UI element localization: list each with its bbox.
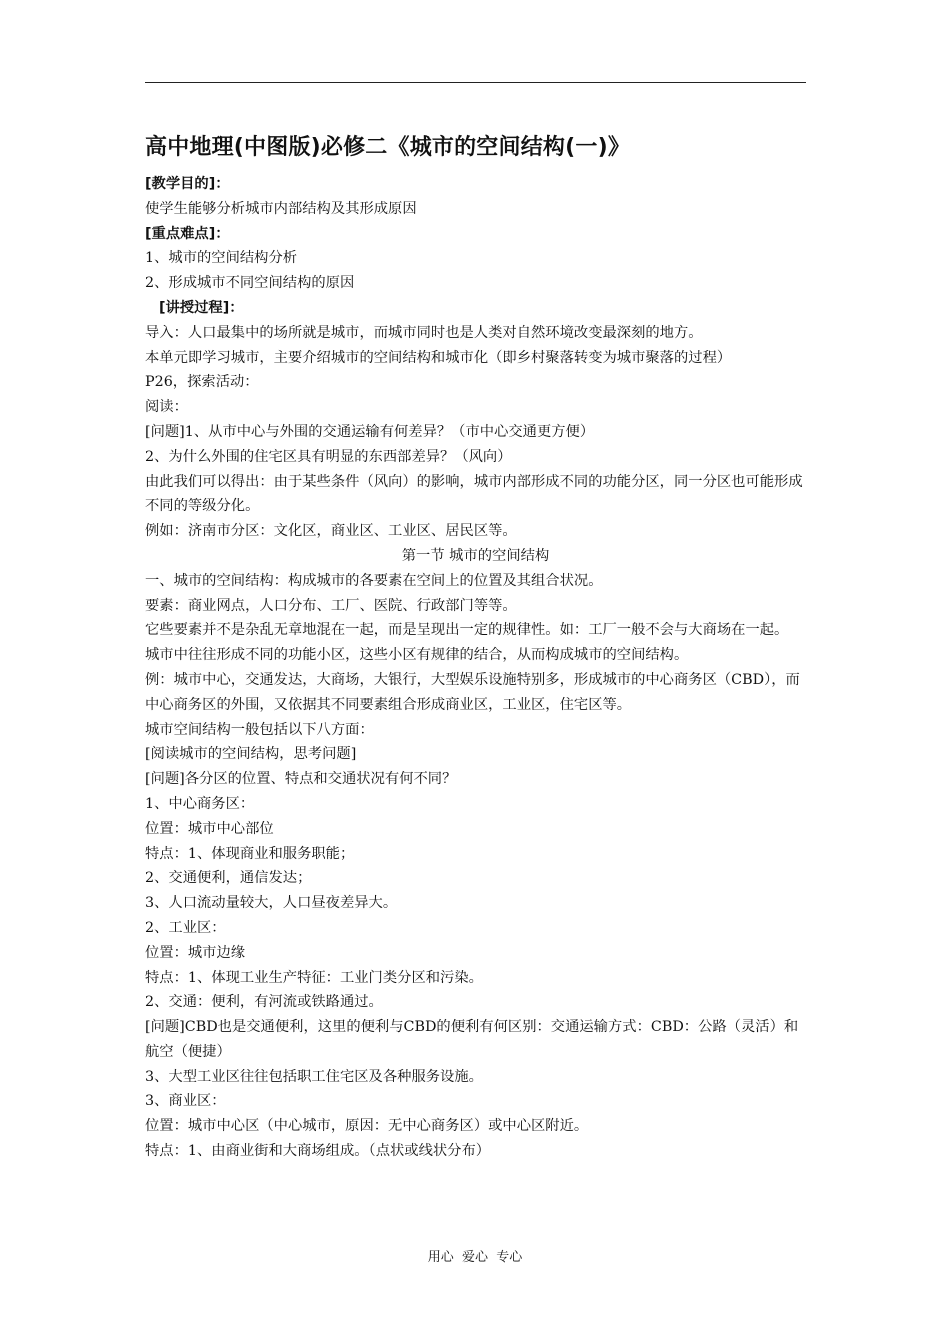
text-line: 位置：城市中心区（中心城市，原因：无中心商务区）或中心区附近。 — [145, 1118, 589, 1135]
header-rule — [145, 82, 806, 83]
text-line: 特点：1、由商业街和大商场组成。（点状或线状分布） — [145, 1143, 491, 1160]
text-line: 例：城市中心，交通发达，大商场，大银行，大型娱乐设施特别多，形成城市的中心商务区（CBD），而中心商务区的外围，又依据其不同要素组合形成商业区，工业区，住宅区等。 — [145, 671, 800, 713]
paragraph-list — [145, 172, 806, 1164]
text-line: 由此我们可以得出：由于某些条件（风向）的影响，城市内部形成不同的功能分区，同一分区也可能形成不同的等级分化。 — [145, 473, 803, 515]
text-line: [问题]各分区的位置、特点和交通状况有何不同？ — [145, 771, 457, 788]
text-line: 1、中心商务区： — [145, 795, 255, 812]
text-line: [教学目的]： — [145, 176, 230, 192]
text-line: 1、城市的空间结构分析 — [145, 250, 298, 267]
text-line: 例如：济南市分区：文化区，商业区、工业区、居民区等。 — [145, 523, 517, 540]
text-line: 位置：城市中心部位 — [145, 820, 274, 837]
text-line: 城市空间结构一般包括以下八方面： — [145, 721, 374, 738]
text-line: 3、商业区： — [145, 1093, 226, 1110]
text-line: 2、为什么外围的住宅区具有明显的东西部差异？（风向） — [145, 448, 512, 465]
text-line: 2、工业区： — [145, 919, 226, 936]
text-line: 2、交通：便利，有河流或铁路通过。 — [145, 994, 383, 1011]
text-line: P26，探索活动： — [145, 374, 259, 391]
text-line: 城市中往往形成不同的功能小区，这些小区有规律的结合，从而构成城市的空间结构。 — [145, 647, 689, 664]
text-line: 本单元即学习城市，主要介绍城市的空间结构和城市化（即乡村聚落转变为城市聚落的过程） — [145, 349, 732, 366]
text-line: 一、城市的空间结构：构成城市的各要素在空间上的位置及其组合状况。 — [145, 572, 603, 589]
text-line: [阅读城市的空间结构，思考问题] — [145, 746, 357, 763]
text-line: 阅读： — [145, 399, 188, 416]
text-line: 2、交通便利，通信发达； — [145, 870, 312, 887]
text-line: [问题]CBD也是交通便利，这里的便利与CBD的便利有何区别：交通运输方式：CBD：公路（灵活）和航空（便捷） — [145, 1019, 799, 1060]
text-line: 3、人口流动量较大，人口昼夜差异大。 — [145, 895, 398, 912]
text-line: 要素：商业网点，人口分布、工厂、医院、行政部门等等。 — [145, 597, 517, 614]
document-body — [145, 124, 806, 1164]
text-line: 特点：1、体现工业生产特征：工业门类分区和污染。 — [145, 969, 483, 986]
text-line: 第一节 城市的空间结构 — [401, 547, 550, 564]
text-line: 使学生能够分析城市内部结构及其形成原因 — [145, 200, 417, 217]
text-line: [讲授过程]： — [159, 299, 244, 316]
text-line: 3、大型工业区往往包括职工住宅区及各种服务设施。 — [145, 1068, 483, 1085]
page-footer: 用心 爱心 专心 — [427, 1250, 523, 1265]
text-line: 特点：1、体现商业和服务职能； — [145, 845, 355, 862]
text-line: 它些要素并不是杂乱无章地混在一起，而是呈现出一定的规律性。如：工厂一般不会与大商场在一起。 — [145, 622, 789, 639]
text-line: [问题]1、从市中心与外围的交通运输有何差异？（市中心交通更方便） — [145, 423, 595, 440]
text-line: 2、形成城市不同空间结构的原因 — [145, 275, 355, 292]
text-line: [重点难点]： — [145, 225, 230, 242]
document-title: 高中地理(中图版)必修二《城市的空间结构(一)》 — [145, 135, 631, 160]
text-line: 导入：人口最集中的场所就是城市，而城市同时也是人类对自然环境改变最深刻的地方。 — [145, 324, 703, 341]
text-line: 位置：城市边缘 — [145, 944, 246, 961]
